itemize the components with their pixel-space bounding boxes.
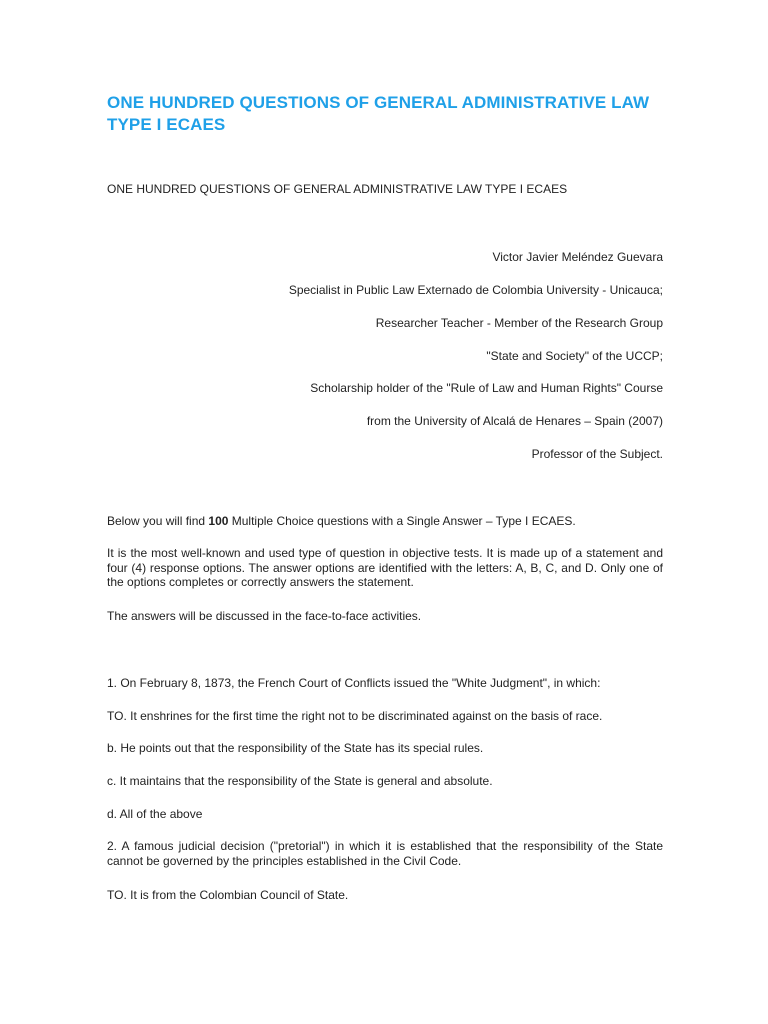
author-credential: Scholarship holder of the "Rule of Law and Human Rights" Course bbox=[310, 381, 663, 395]
answer-option: c. It maintains that the responsibility of the State is general and absolute. bbox=[107, 774, 493, 788]
author-credential: Professor of the Subject. bbox=[531, 447, 663, 461]
answer-option: TO. It enshrines for the first time the right not to be discriminated against on the basis of race. bbox=[107, 709, 603, 723]
question-count: 100 bbox=[208, 514, 229, 528]
intro-discussion: The answers will be discussed in the face-to-face activities. bbox=[107, 609, 422, 623]
author-credential: from the University of Alcalá de Henares – Spain (2007) bbox=[366, 414, 663, 428]
author-name: Victor Javier Meléndez Guevara bbox=[492, 250, 663, 264]
author-credential: Specialist in Public Law Externado de Colombia University - Unicauca; bbox=[288, 283, 663, 297]
answer-option: TO. It is from the Colombian Council of State. bbox=[107, 888, 349, 902]
intro-question-count: Below you will find 100 Multiple Choice questions with a Single Answer – Type I ECAES. bbox=[107, 514, 576, 528]
answer-option: d. All of the above bbox=[107, 807, 203, 821]
document-title: ONE HUNDRED QUESTIONS OF GENERAL ADMINISTRATIVE LAW TYPE I ECAES bbox=[107, 93, 650, 134]
document-subtitle: ONE HUNDRED QUESTIONS OF GENERAL ADMINISTRATIVE LAW TYPE I ECAES bbox=[107, 182, 568, 196]
author-credential: Researcher Teacher - Member of the Research Group bbox=[375, 316, 663, 330]
answer-option: b. He points out that the responsibility of the State has its special rules. bbox=[107, 741, 484, 755]
intro-description: It is the most well-known and used type of question in objective tests. It is made up of a statement and four (4) response options. The answer options are identified with the letters: A, B, C, and D. Only one of the options completes or correctly answers the statement. bbox=[107, 546, 663, 589]
question-text: 1. On February 8, 1873, the French Court of Conflicts issued the "White Judgment", in which: bbox=[107, 676, 601, 690]
question-text: 2. A famous judicial decision ("pretorial") in which it is established that the responsibility of the State cannot be governed by the principles established in the Civil Code. bbox=[107, 839, 663, 868]
author-credential: "State and Society" of the UCCP; bbox=[486, 349, 663, 363]
